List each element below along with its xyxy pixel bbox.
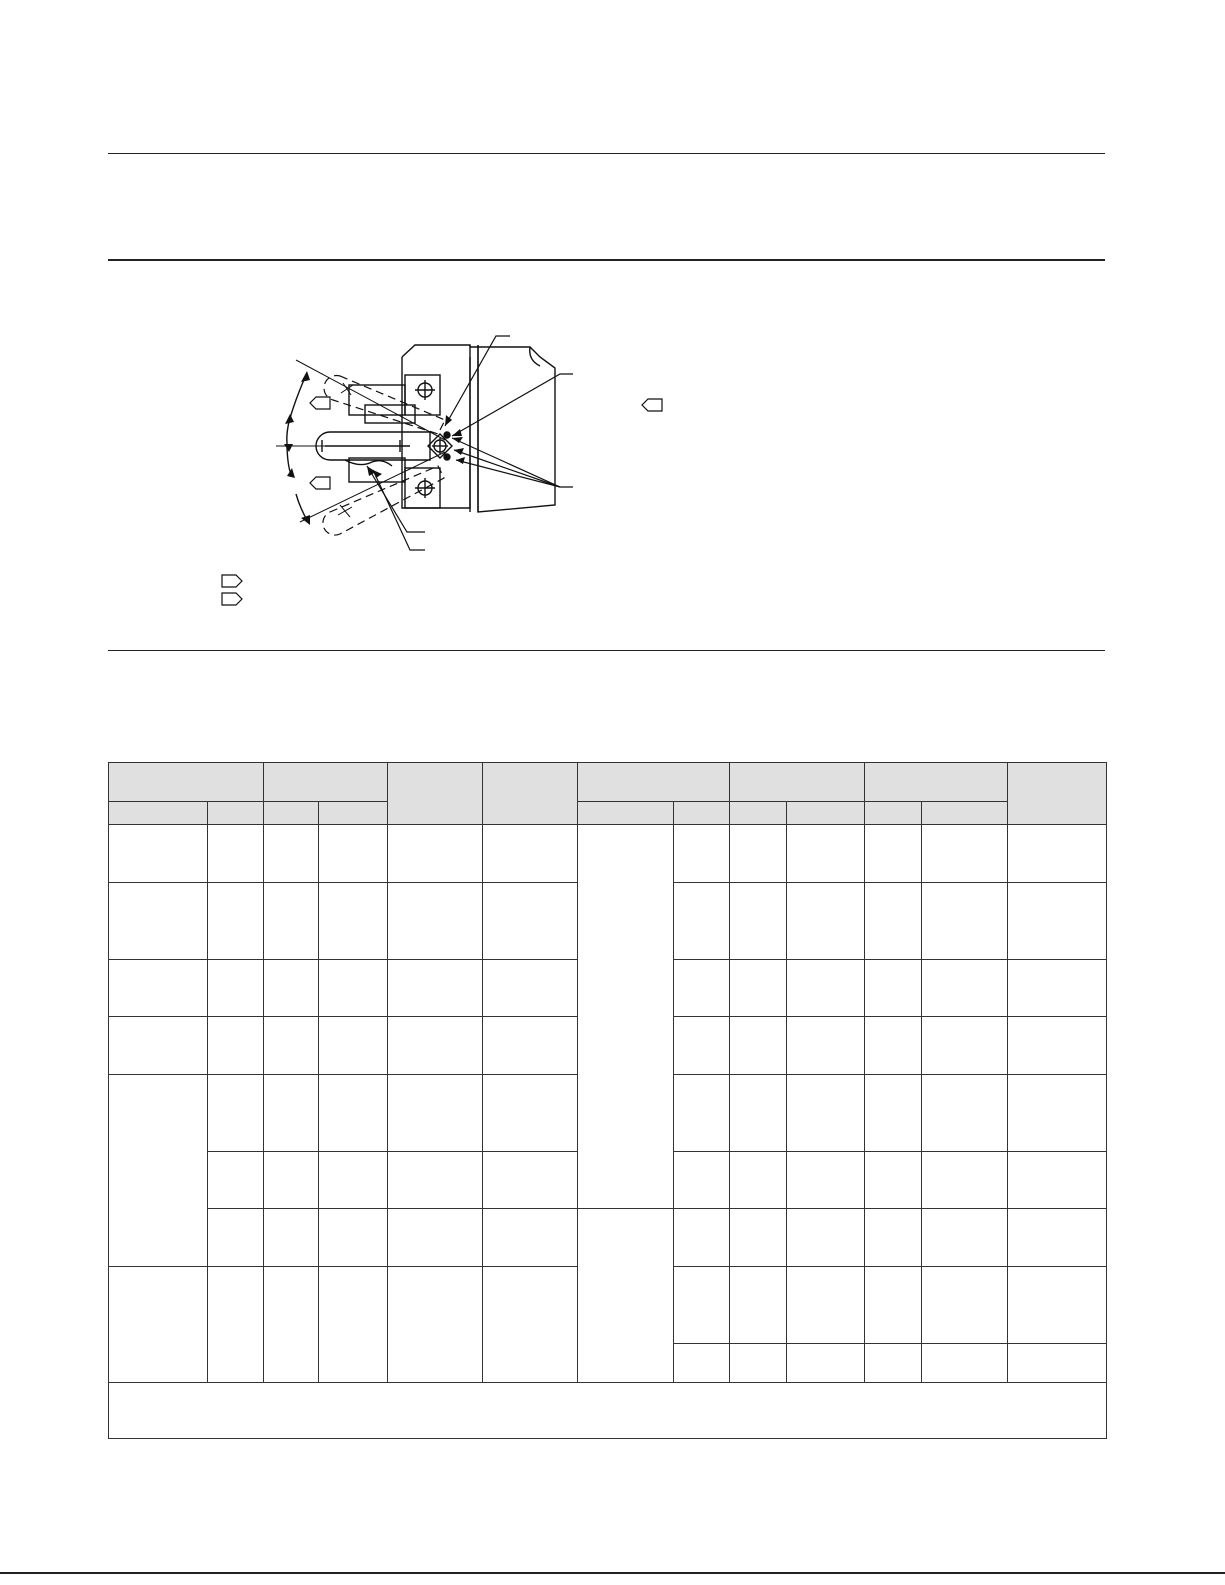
header-cell (483, 763, 578, 825)
table-cell (922, 960, 1008, 1017)
subheader-cell (922, 802, 1008, 825)
table-cell (922, 1152, 1008, 1209)
merged-cell (109, 1075, 208, 1267)
table-cell (787, 1152, 865, 1209)
table-cell (787, 1075, 865, 1152)
callout-tab-left-icon (309, 476, 331, 490)
table-cell (388, 825, 483, 883)
table-cell (208, 825, 264, 883)
table-cell (483, 1209, 578, 1267)
table-cell (388, 1017, 483, 1075)
spec-table (108, 762, 1107, 1439)
lever-alt-positions (323, 376, 445, 536)
table-cell (208, 1152, 264, 1209)
subheader-cell (319, 802, 388, 825)
table-cell (865, 1152, 922, 1209)
header-cell (264, 763, 388, 802)
footer-rule (0, 1572, 1225, 1574)
table-cell (787, 960, 865, 1017)
callout-tab-left-icon (641, 398, 663, 412)
crosshairs (338, 383, 353, 517)
table-cell (264, 1209, 319, 1267)
header-cell (1008, 763, 1107, 825)
table-cell (388, 960, 483, 1017)
table-cell (865, 1209, 922, 1267)
table-cell (319, 1209, 388, 1267)
subheader-cell (264, 802, 319, 825)
merged-cell (208, 1267, 264, 1383)
table-cell (787, 1017, 865, 1075)
merged-cell (109, 1267, 208, 1383)
callout-tab-right-icon (221, 592, 243, 606)
subheader-cell (787, 802, 865, 825)
table-cell (674, 1075, 730, 1152)
table-cell (1008, 1075, 1107, 1152)
merged-cell (578, 1209, 674, 1383)
table-cell (483, 960, 578, 1017)
table-cell (865, 960, 922, 1017)
table-cell (319, 883, 388, 960)
table-cell (922, 1344, 1008, 1383)
table-cell (922, 1267, 1008, 1344)
mechanism-figure (0, 0, 1225, 650)
table-cell (922, 1017, 1008, 1075)
table-cell (208, 883, 264, 960)
merged-cell (388, 1267, 483, 1383)
table-cell (388, 1209, 483, 1267)
table-cell (264, 883, 319, 960)
table-cell (109, 960, 208, 1017)
table-cell (922, 1209, 1008, 1267)
table-cell (388, 1075, 483, 1152)
table-cell (483, 1152, 578, 1209)
table-cell (1008, 883, 1107, 960)
table-cell (865, 825, 922, 883)
subheader-cell (730, 802, 787, 825)
table-cell (674, 825, 730, 883)
table-cell (264, 1017, 319, 1075)
table-cell (388, 883, 483, 960)
subheader-cell (674, 802, 730, 825)
table-cell (730, 1017, 787, 1075)
table-cell (787, 883, 865, 960)
subheader-cell (578, 802, 674, 825)
table-row (109, 1209, 1107, 1267)
callout-tab-right-icon (221, 574, 243, 588)
table-header-row (109, 763, 1107, 802)
figure-bottom-rule (108, 650, 1105, 651)
table-cell (319, 960, 388, 1017)
table-cell (264, 1075, 319, 1152)
merged-cell (319, 1267, 388, 1383)
table-cell (388, 1152, 483, 1209)
table-cell (730, 1267, 787, 1344)
header-cell (388, 763, 483, 825)
header-cell (578, 763, 730, 802)
table-cell (865, 1075, 922, 1152)
table-cell (483, 825, 578, 883)
table-cell (730, 1209, 787, 1267)
table-cell (674, 1152, 730, 1209)
table-cell (109, 1017, 208, 1075)
table-cell (922, 883, 1008, 960)
table-cell (730, 960, 787, 1017)
table-cell (865, 883, 922, 960)
table-cell (208, 960, 264, 1017)
subheader-cell (865, 802, 922, 825)
header-cell (730, 763, 865, 802)
table-note-row (109, 1383, 1107, 1439)
table-cell (1008, 825, 1107, 883)
table-cell (787, 1267, 865, 1344)
table-cell (787, 1209, 865, 1267)
callout-tab-left-icon (309, 396, 331, 410)
table-note-cell (109, 1383, 1107, 1439)
table-cell (319, 1017, 388, 1075)
table-cell (1008, 1344, 1107, 1383)
table-cell (208, 1209, 264, 1267)
subheader-cell (208, 802, 264, 825)
table-cell (787, 825, 865, 883)
header-cell (865, 763, 1008, 802)
table-cell (1008, 1267, 1107, 1344)
table-cell (319, 1152, 388, 1209)
table-cell (1008, 1152, 1107, 1209)
table-cell (865, 1267, 922, 1344)
table-cell (922, 1075, 1008, 1152)
table-cell (1008, 960, 1107, 1017)
table-cell (483, 1017, 578, 1075)
table-cell (730, 1075, 787, 1152)
table-cell (865, 1344, 922, 1383)
table-cell (674, 1344, 730, 1383)
table-cell (264, 825, 319, 883)
table-cell (787, 1344, 865, 1383)
table-row (109, 825, 1107, 883)
table-cell (264, 1152, 319, 1209)
table-cell (483, 883, 578, 960)
table-cell (319, 825, 388, 883)
table-cell (674, 1267, 730, 1344)
table-cell (730, 883, 787, 960)
table-cell (730, 1344, 787, 1383)
arc-arrowheads (284, 371, 310, 525)
table-cell (865, 1017, 922, 1075)
table-cell (319, 1075, 388, 1152)
header-cell (109, 763, 264, 802)
handle-lever (316, 432, 452, 466)
table-cell (109, 883, 208, 960)
merged-cell (483, 1267, 578, 1383)
table-cell (730, 825, 787, 883)
merged-cell (264, 1267, 319, 1383)
table-cell (674, 883, 730, 960)
table-cell (208, 1017, 264, 1075)
table-cell (674, 1017, 730, 1075)
table-cell (674, 960, 730, 1017)
subheader-cell (109, 802, 208, 825)
table-cell (1008, 1209, 1107, 1267)
table-cell (483, 1075, 578, 1152)
table-cell (264, 960, 319, 1017)
table-cell (674, 1209, 730, 1267)
merged-cell (578, 825, 674, 1209)
table-subheader-row (109, 802, 1107, 825)
table-cell (730, 1152, 787, 1209)
table-cell (922, 825, 1008, 883)
table-cell (208, 1075, 264, 1152)
table-cell (109, 825, 208, 883)
table-cell (1008, 1017, 1107, 1075)
